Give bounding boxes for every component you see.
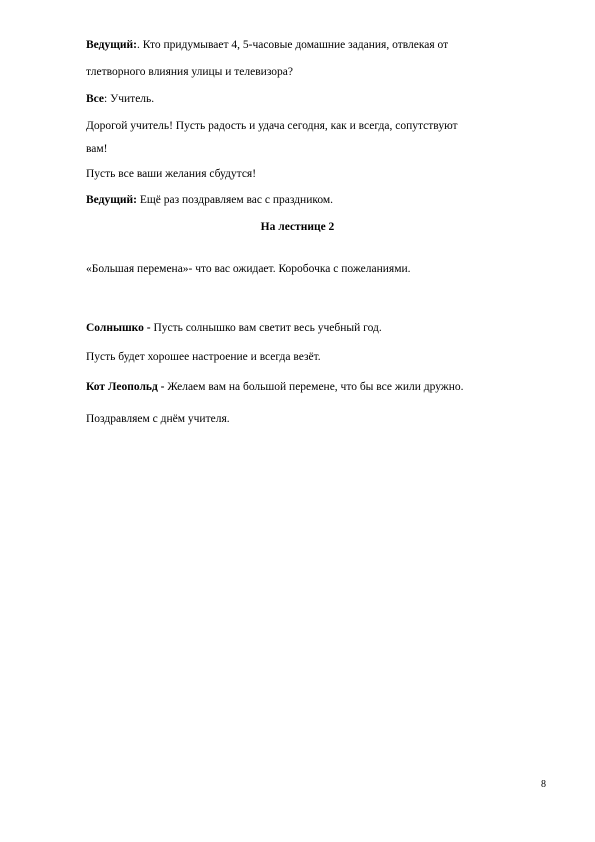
speaker-label: Все [86,93,105,105]
text-line [86,350,321,364]
text-line [86,142,108,156]
text-line [86,38,448,52]
line-text: . Кто придумывает 4, 5-часовые домашние задания, отвлекая от [136,39,449,51]
text-line [86,193,333,207]
line-text: Ещё раз поздравляем вас с праздником. [136,194,334,206]
line-text: Пусть будет хорошее настроение и всегда везёт. [86,351,321,363]
text-line [86,92,154,106]
line-text: вам! [86,143,108,155]
line-text: : Учитель. [104,93,155,105]
line-text: «Большая перемена»- что вас ожидает. Коробочка с пожеланиями. [86,263,411,275]
text-line [86,262,411,276]
text-line [86,321,382,335]
line-text: Желаем вам на большой перемене, что бы все жили дружно. [167,381,464,393]
text-line [86,65,293,79]
text-line [86,119,458,133]
line-text: Поздравляем с днём учителя. [86,413,230,425]
line-text: тлетворного влияния улицы и телевизора? [86,66,294,78]
text-line [86,380,464,394]
line-text: Дорогой учитель! Пусть радость и удача сегодня, как и всегда, сопутствуют [86,120,458,132]
speaker-label: Солнышко - [86,322,151,334]
page-number: 8 [541,779,546,790]
text-line [86,167,256,181]
line-text: Пусть солнышко вам светит весь учебный год. [150,322,382,334]
speaker-label: Ведущий: [86,194,137,206]
speaker-label: Ведущий: [86,39,137,51]
section-heading: На лестнице 2 [260,221,335,233]
speaker-label: Кот Леопольд - [86,381,168,393]
line-text: Пусть все ваши желания сбудутся! [86,168,257,180]
text-line [86,412,230,426]
